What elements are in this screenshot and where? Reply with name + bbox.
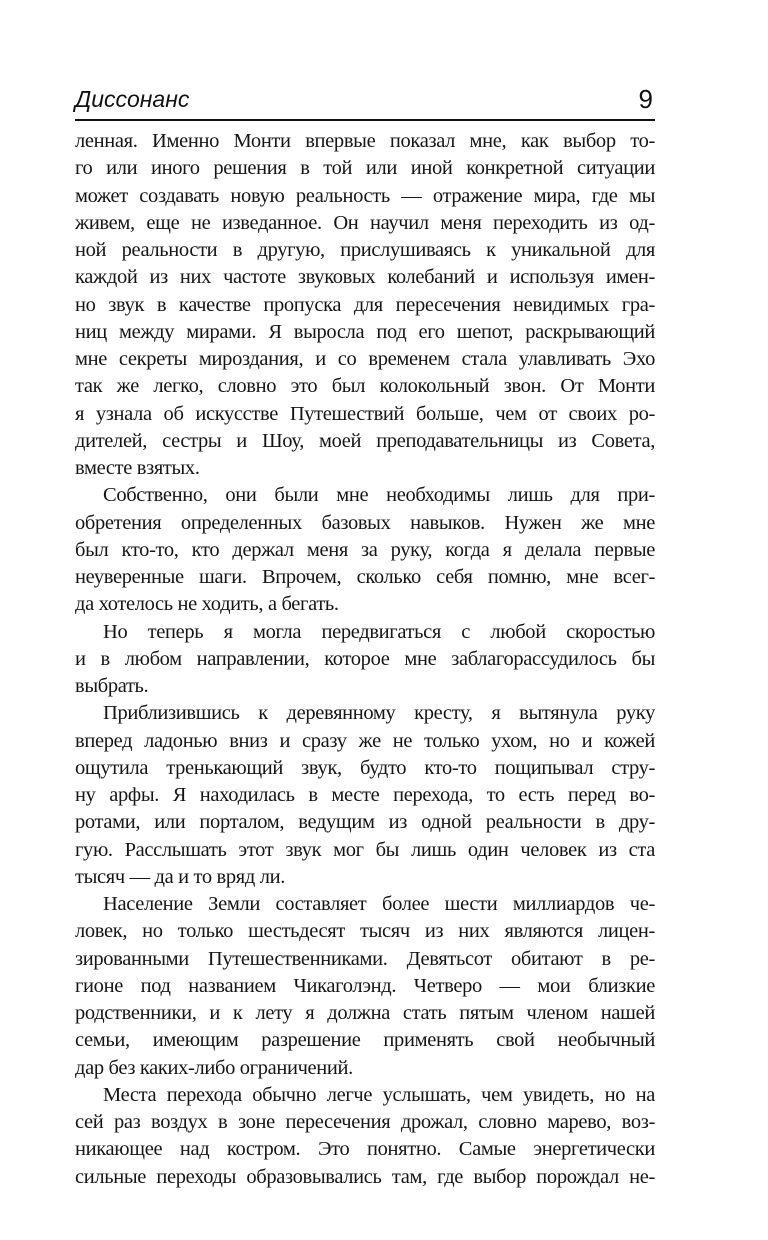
text-line: тысяч — да и то вряд ли. xyxy=(75,865,285,888)
text-line: сей раз воздух в зоне пересечения дрожал, словно марево, воз- xyxy=(75,1111,655,1133)
text-line: дителей, сестры и Шоу, моей преподавательницы из Совета, xyxy=(75,429,655,452)
header-rule xyxy=(75,119,655,121)
paragraph xyxy=(75,482,655,618)
text-line: ниц между мирами. Я выросла под его шепот, раскрывающий xyxy=(75,320,655,343)
text-line: Население Земли составляет более шести миллиардов че- xyxy=(103,893,655,915)
text-line: был кто-то, кто держал меня за руку, когда я делала первые xyxy=(75,538,655,561)
text-line: обретения определенных базовых навыков. Нужен же мне xyxy=(75,511,655,534)
text-line: родственники, и к лету я должна стать пятым членом нашей xyxy=(75,1002,655,1024)
text-line: вместе взятых. xyxy=(75,457,200,479)
text-line: ловек, но только шестьдесят тысяч из них являются лицен- xyxy=(75,920,655,943)
text-line: вперед ладонью вниз и сразу же не только ухом, но и кожей xyxy=(75,729,655,752)
text-line: да хотелось не ходить, а бегать. xyxy=(75,593,339,616)
paragraph xyxy=(75,700,655,891)
page-header xyxy=(75,86,655,116)
paragraph xyxy=(75,891,655,1082)
text-line: ну арфы. Я находилась в месте перехода, то есть перед во- xyxy=(75,784,655,806)
paragraph xyxy=(75,619,655,701)
text-line: дар без каких-либо ограничений. xyxy=(75,1056,353,1079)
text-line: сильные переходы образовывались там, где выбор порождал не- xyxy=(75,1165,655,1188)
text-line: может создавать новую реальность — отражение мира, где мы xyxy=(75,184,655,207)
text-line: гионе под названием Чикаголэнд. Четверо — мои близкие xyxy=(75,974,655,997)
text-line: ротами, или порталом, ведущим из одной реальности в дру- xyxy=(75,811,655,834)
text-line: неуверенные шаги. Впрочем, сколько себя помню, мне всег- xyxy=(75,566,655,588)
text-line: каждой из них частоте звуковых колебаний и используя имен- xyxy=(75,266,655,289)
text-line: го или иного решения в той или иной конкретной ситуации xyxy=(75,157,655,180)
paragraph xyxy=(75,128,655,482)
text-line: ленная. Именно Монти впервые показал мне, как выбор то- xyxy=(75,130,655,152)
text-line: ощутила тренькающий звук, будто кто-то пощипывал стру- xyxy=(75,756,655,779)
text-line: я узнала об искусстве Путешествий больше, чем от своих ро- xyxy=(75,402,655,425)
text-line: и в любом направлении, которое мне заблагорассудилось бы xyxy=(75,647,655,670)
text-line: мне секреты мироздания, и со временем стала улавливать Эхо xyxy=(75,348,655,370)
paragraph xyxy=(75,1082,655,1191)
text-line: Собственно, они были мне необходимы лишь для при- xyxy=(103,484,655,507)
text-line: выбрать. xyxy=(75,675,149,697)
text-line: семьи, имеющим разрешение применять свой необычный xyxy=(75,1029,655,1052)
page-number: 9 xyxy=(638,84,653,114)
text-line: Но теперь я могла передвигаться с любой скоростью xyxy=(103,620,655,643)
text-line: никающее над костром. Это понятно. Самые энергетически xyxy=(75,1138,655,1161)
text-line: живем, еще не изведанное. Он научил меня переходить из од- xyxy=(75,211,655,234)
text-line: но звук в качестве пропуска для пересечения невидимых гра- xyxy=(75,293,655,316)
text-line: так же легко, словно это был колокольный звон. От Монти xyxy=(75,375,655,398)
text-line: Места перехода обычно легче услышать, чем увидеть, но на xyxy=(103,1083,655,1106)
running-title: Диссонанс xyxy=(75,86,190,112)
text-line: гую. Расслышать этот звук мог бы лишь один человек из ста xyxy=(75,838,655,861)
text-line: зированными Путешественниками. Девятьсот обитают в ре- xyxy=(75,947,655,970)
text-line: ной реальности в другую, прислушиваясь к уникальной для xyxy=(75,239,655,261)
body-text xyxy=(75,128,655,1191)
text-line: Приблизившись к деревянному кресту, я вытянула руку xyxy=(103,702,655,725)
